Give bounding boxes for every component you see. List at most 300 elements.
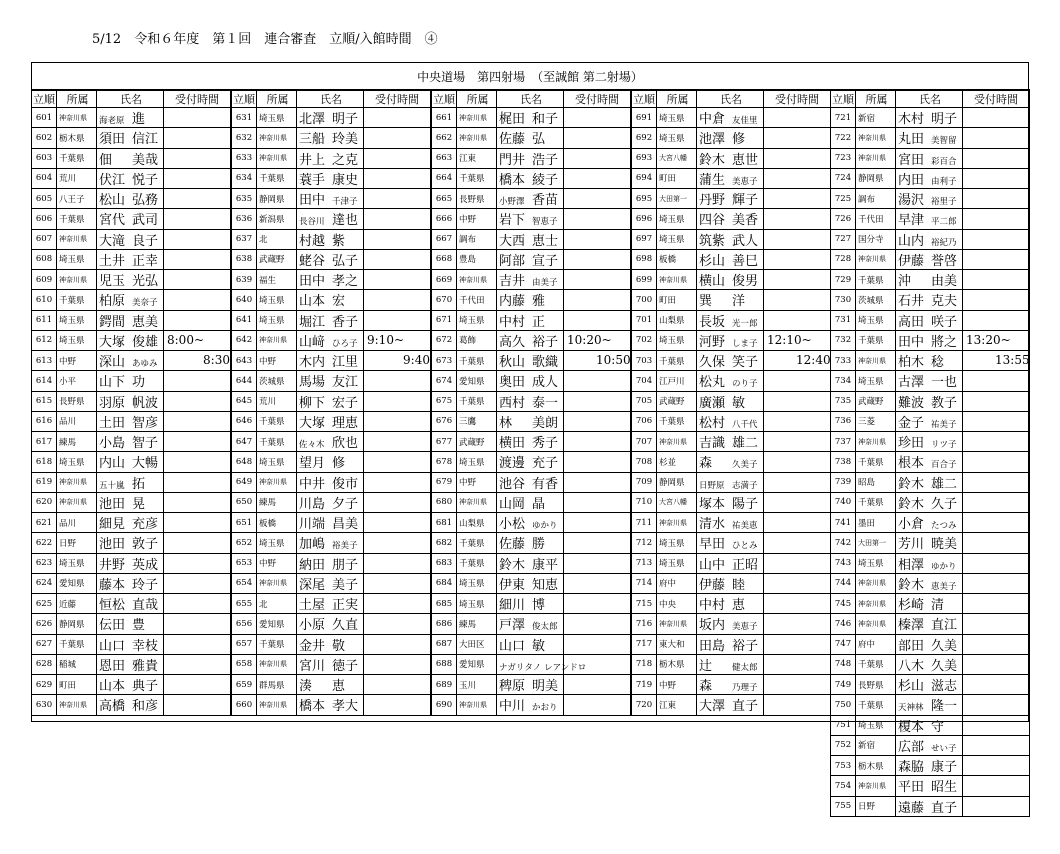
given-name: 良子	[132, 233, 159, 249]
name-cell	[697, 229, 764, 249]
affiliation: 千葉県	[858, 457, 884, 468]
affiliation-cell	[657, 675, 697, 695]
table-row	[831, 695, 1030, 715]
table-row	[632, 128, 831, 148]
time-cell	[364, 290, 431, 310]
surname: 村越	[299, 233, 326, 249]
surname: 梶田	[499, 112, 526, 128]
surname: 西村	[499, 395, 526, 411]
time-cell	[564, 371, 631, 391]
affiliation-cell	[57, 249, 97, 269]
surname: 大西	[499, 233, 526, 249]
table-row	[232, 290, 431, 310]
table-row	[232, 573, 431, 593]
order-number: 676	[432, 411, 457, 431]
given-name: 陽子	[732, 496, 759, 512]
affiliation-cell	[57, 634, 97, 654]
affiliation: 神奈川県	[259, 154, 287, 163]
header-name: 氏名	[697, 90, 764, 108]
table-row	[831, 513, 1030, 533]
table-row	[632, 189, 831, 209]
order-number: 715	[632, 594, 657, 614]
surname: 石井	[898, 294, 925, 310]
table-row	[831, 776, 1030, 796]
name-cell	[896, 189, 963, 209]
table-row	[831, 594, 1030, 614]
affiliation-cell	[457, 371, 497, 391]
time-cell	[564, 513, 631, 533]
affiliation: 中野	[659, 680, 677, 691]
affiliation-cell	[856, 573, 896, 593]
affiliation-cell	[57, 290, 97, 310]
order-number: 686	[432, 614, 457, 634]
header-aff: 所属	[856, 90, 896, 108]
order-number: 644	[232, 371, 257, 391]
name-cell	[497, 209, 564, 229]
time-cell	[564, 108, 631, 128]
block-5	[830, 89, 1029, 817]
surname: 伊東	[499, 577, 526, 593]
name-cell	[896, 371, 963, 391]
time-cell	[764, 695, 831, 715]
table-row	[831, 715, 1030, 735]
affiliation: 埼玉県	[59, 457, 85, 468]
surname: 宮代	[99, 213, 126, 229]
affiliation-cell	[257, 249, 297, 269]
affiliation: 国分寺	[858, 235, 884, 246]
affiliation: 神奈川県	[259, 579, 287, 588]
time-cell	[364, 391, 431, 411]
surname: 田中	[898, 334, 925, 350]
name-cell	[697, 108, 764, 128]
table-row	[432, 573, 631, 593]
table-row	[831, 270, 1030, 290]
header-time: 受付時間	[764, 90, 831, 108]
time-cell	[963, 391, 1030, 411]
order-number: 695	[632, 189, 657, 209]
table-row	[831, 432, 1030, 452]
name-cell	[497, 594, 564, 614]
order-number: 730	[831, 290, 856, 310]
surname: 渡邊	[499, 456, 526, 472]
affiliation-cell	[257, 148, 297, 168]
time-cell	[164, 695, 231, 715]
header-name: 氏名	[297, 90, 364, 108]
time-cell	[164, 533, 231, 553]
name-cell	[697, 695, 764, 715]
name-cell	[896, 614, 963, 634]
given-name: 恵	[332, 679, 346, 695]
name-cell	[896, 168, 963, 188]
given-name: 晶	[532, 496, 546, 512]
given-name: かおり	[532, 703, 558, 714]
order-number: 726	[831, 209, 856, 229]
affiliation: 稲城	[59, 660, 77, 671]
time-cell	[564, 695, 631, 715]
table-row	[432, 189, 631, 209]
affiliation-cell	[57, 452, 97, 472]
order-number: 731	[831, 310, 856, 330]
time-cell	[764, 148, 831, 168]
time-cell	[164, 249, 231, 269]
surname: 蓑手	[299, 172, 326, 188]
surname: 森脇	[898, 760, 925, 776]
header-time: 受付時間	[963, 90, 1030, 108]
given-name: 康史	[332, 172, 359, 188]
table-row	[32, 553, 231, 573]
table-row	[232, 594, 431, 614]
time-cell	[164, 432, 231, 452]
affiliation-cell	[856, 756, 896, 776]
affiliation: 墨田	[858, 518, 876, 529]
surname: 土屋	[299, 598, 326, 614]
time-cell	[764, 411, 831, 431]
affiliation: 千葉県	[659, 356, 685, 367]
table-row	[831, 371, 1030, 391]
affiliation: 千葉県	[659, 417, 685, 428]
order-number: 682	[432, 533, 457, 553]
time-cell	[364, 108, 431, 128]
name-cell	[97, 209, 164, 229]
time-cell	[364, 675, 431, 695]
affiliation: 神奈川県	[659, 619, 687, 628]
surname: 杉山	[699, 253, 726, 269]
time-cell	[963, 229, 1030, 249]
table-row	[432, 229, 631, 249]
header-row	[232, 90, 431, 108]
order-number: 613	[32, 351, 57, 371]
given-name: 輝子	[732, 193, 759, 209]
given-name: 智恵子	[532, 217, 558, 228]
order-number: 630	[32, 695, 57, 715]
name-cell	[297, 128, 364, 148]
surname: 池谷	[499, 476, 526, 492]
time-cell	[564, 209, 631, 229]
order-number: 660	[232, 695, 257, 715]
name-cell	[97, 654, 164, 674]
given-name: 和彦	[132, 699, 159, 715]
given-name: ひとみ	[732, 541, 758, 552]
surname: 吉井	[499, 274, 526, 290]
surname: 田中	[299, 193, 326, 209]
affiliation: 神奈川県	[858, 579, 886, 588]
time-cell	[764, 654, 831, 674]
affiliation-cell	[657, 108, 697, 128]
time-cell	[364, 432, 431, 452]
time-cell	[963, 776, 1030, 796]
time-cell	[364, 128, 431, 148]
affiliation-cell	[856, 695, 896, 715]
table-row	[32, 513, 231, 533]
affiliation-cell	[856, 776, 896, 796]
order-number: 652	[232, 533, 257, 553]
affiliation-cell	[457, 209, 497, 229]
surname: 松村	[699, 415, 726, 431]
affiliation-cell	[57, 432, 97, 452]
affiliation: 千葉県	[459, 397, 485, 408]
given-name: 恵	[732, 598, 746, 614]
name-cell	[896, 715, 963, 735]
given-name: 由美子	[532, 278, 558, 289]
table-row	[632, 553, 831, 573]
affiliation-cell	[257, 594, 297, 614]
name-cell	[297, 371, 364, 391]
order-number: 637	[232, 229, 257, 249]
order-number: 610	[32, 290, 57, 310]
name-cell	[497, 573, 564, 593]
time-cell	[764, 229, 831, 249]
order-number: 739	[831, 472, 856, 492]
affiliation-cell	[257, 310, 297, 330]
surname: 橋本	[299, 699, 326, 715]
time-cell	[963, 796, 1030, 816]
time-cell	[963, 189, 1030, 209]
order-number: 606	[32, 209, 57, 229]
given-name: 裕美子	[332, 541, 358, 552]
time-cell	[963, 513, 1030, 533]
affiliation-cell	[57, 472, 97, 492]
surname: 日野原	[699, 480, 725, 491]
affiliation: 埼玉県	[659, 336, 685, 347]
affiliation: 神奈川県	[259, 660, 287, 669]
given-name: あゆみ	[132, 359, 158, 370]
time-cell	[764, 189, 831, 209]
time-cell	[364, 148, 431, 168]
table-row	[32, 594, 231, 614]
name-cell	[97, 270, 164, 290]
order-number: 666	[432, 209, 457, 229]
affiliation-cell	[257, 229, 297, 249]
affiliation-cell	[856, 189, 896, 209]
table-row	[432, 594, 631, 614]
name-cell	[896, 513, 963, 533]
time-cell	[764, 452, 831, 472]
given-name: 光一郎	[732, 318, 758, 329]
given-name: 昌美	[332, 517, 359, 533]
affiliation: 武蔵野	[659, 397, 685, 408]
affiliation-cell	[257, 472, 297, 492]
affiliation-cell	[657, 573, 697, 593]
surname: 北澤	[299, 112, 326, 128]
name-cell	[896, 756, 963, 776]
affiliation-cell	[657, 168, 697, 188]
order-number: 753	[831, 756, 856, 776]
affiliation-cell	[856, 310, 896, 330]
affiliation-cell	[57, 513, 97, 533]
affiliation-cell	[657, 249, 697, 269]
name-cell	[297, 452, 364, 472]
order-number: 654	[232, 573, 257, 593]
surname: 大塚	[299, 415, 326, 431]
name-cell	[297, 513, 364, 533]
given-name: 美恵子	[732, 176, 758, 187]
table-row	[432, 371, 631, 391]
given-name: 修	[732, 132, 746, 148]
time-cell	[164, 553, 231, 573]
affiliation-cell	[457, 168, 497, 188]
affiliation-cell	[457, 594, 497, 614]
given-name: 克夫	[931, 294, 958, 310]
surname: 八木	[898, 658, 925, 674]
affiliation-cell	[856, 492, 896, 512]
time-cell	[164, 411, 231, 431]
surname: 四谷	[699, 213, 726, 229]
order-number: 748	[831, 654, 856, 674]
given-name: 美朗	[532, 415, 559, 431]
order-number: 647	[232, 432, 257, 452]
affiliation-cell	[57, 270, 97, 290]
affiliation: 神奈川県	[858, 154, 886, 163]
affiliation: 愛知県	[259, 619, 285, 630]
affiliation: 八王子	[59, 194, 85, 205]
surname: 門井	[499, 152, 526, 168]
affiliation: 千葉県	[259, 174, 285, 185]
affiliation-cell	[57, 411, 97, 431]
given-name: 恵美	[132, 314, 159, 330]
order-number: 746	[831, 614, 856, 634]
time-cell	[364, 270, 431, 290]
given-name: 平二郎	[931, 217, 957, 228]
time-cell	[963, 270, 1030, 290]
surname: 鈴木	[898, 496, 925, 512]
order-number: 641	[232, 310, 257, 330]
order-number: 701	[632, 310, 657, 330]
surname: 横田	[499, 436, 526, 452]
surname: 山本	[299, 294, 326, 310]
block-3	[431, 89, 630, 716]
time-cell	[963, 715, 1030, 735]
affiliation-cell	[57, 614, 97, 634]
time-cell	[963, 168, 1030, 188]
surname: 稗原	[499, 679, 526, 695]
affiliation-cell	[657, 229, 697, 249]
affiliation-cell	[856, 290, 896, 310]
affiliation: 埼玉県	[858, 559, 884, 570]
table-row	[632, 614, 831, 634]
affiliation: 神奈川県	[858, 599, 886, 608]
affiliation-cell	[257, 391, 297, 411]
surname: 納田	[299, 557, 326, 573]
table-row	[232, 411, 431, 431]
given-name: 悦子	[132, 172, 159, 188]
time-cell	[764, 168, 831, 188]
time-cell	[764, 270, 831, 290]
order-number: 609	[32, 270, 57, 290]
surname: 林	[499, 415, 513, 431]
table-row	[32, 270, 231, 290]
surname: 山﨑	[299, 334, 326, 350]
given-name: 英成	[132, 557, 159, 573]
affiliation: 大宮八幡	[659, 498, 687, 507]
name-cell	[697, 168, 764, 188]
affiliation: 千葉県	[858, 660, 884, 671]
table-row	[32, 411, 231, 431]
name-cell	[896, 128, 963, 148]
name-cell	[297, 634, 364, 654]
order-number: 723	[831, 148, 856, 168]
name-cell	[896, 492, 963, 512]
name-cell	[497, 614, 564, 634]
given-name: 康子	[931, 760, 958, 776]
affiliation: 神奈川県	[659, 275, 687, 284]
affiliation: 埼玉県	[459, 457, 485, 468]
affiliation: 埼玉県	[259, 113, 285, 124]
given-name: 孝之	[332, 274, 359, 290]
order-number: 614	[32, 371, 57, 391]
name-cell	[896, 553, 963, 573]
given-name: 敦子	[132, 537, 159, 553]
time-cell	[564, 128, 631, 148]
table-row	[432, 168, 631, 188]
order-number: 617	[32, 432, 57, 452]
name-cell	[697, 189, 764, 209]
name-cell	[896, 249, 963, 269]
surname: 平田	[898, 780, 925, 796]
surname: 廣瀬	[699, 395, 726, 411]
surname: 細見	[99, 517, 126, 533]
block-table	[631, 89, 831, 716]
table-row	[632, 573, 831, 593]
surname: 三船	[299, 132, 326, 148]
table-row	[232, 432, 431, 452]
time-cell	[963, 411, 1030, 431]
name-cell	[297, 209, 364, 229]
surname: 丸田	[898, 132, 925, 148]
affiliation: 小平	[59, 376, 77, 387]
header-name: 氏名	[896, 90, 963, 108]
surname: 蛯谷	[299, 253, 326, 269]
surname: 佐々木	[299, 440, 325, 451]
given-name: 彩百合	[931, 156, 957, 167]
given-name: 教子	[931, 395, 958, 411]
affiliation: 大田区	[459, 640, 485, 651]
order-number: 650	[232, 492, 257, 512]
affiliation-cell	[457, 675, 497, 695]
time-cell	[963, 290, 1030, 310]
affiliation: 千葉県	[259, 640, 285, 651]
time-cell	[364, 371, 431, 391]
table-row	[632, 371, 831, 391]
surname: 鈴木	[898, 476, 925, 492]
affiliation: 千葉県	[59, 214, 85, 225]
order-number: 649	[232, 472, 257, 492]
given-name: 徳子	[332, 658, 359, 674]
surname: 小野澤	[499, 197, 525, 208]
time-cell	[364, 573, 431, 593]
time-cell	[564, 168, 631, 188]
table-row	[232, 108, 431, 128]
affiliation: 埼玉県	[659, 113, 685, 124]
affiliation: 板橋	[259, 518, 277, 529]
name-cell	[97, 310, 164, 330]
affiliation: 福生	[259, 275, 277, 286]
surname: 土田	[99, 415, 126, 431]
affiliation: 日野	[858, 802, 876, 813]
name-cell	[497, 148, 564, 168]
order-number: 683	[432, 553, 457, 573]
header-no: 立順	[432, 90, 457, 108]
order-number: 751	[831, 715, 856, 735]
affiliation-cell	[856, 675, 896, 695]
affiliation-cell	[457, 249, 497, 269]
given-name: 久直	[332, 618, 359, 634]
name-cell	[697, 513, 764, 533]
reception-time-end: 12:40	[796, 353, 831, 367]
surname: 芳川	[898, 537, 925, 553]
surname: 金子	[898, 415, 925, 431]
surname: 中川	[499, 699, 526, 715]
surname: 藤本	[99, 577, 126, 593]
